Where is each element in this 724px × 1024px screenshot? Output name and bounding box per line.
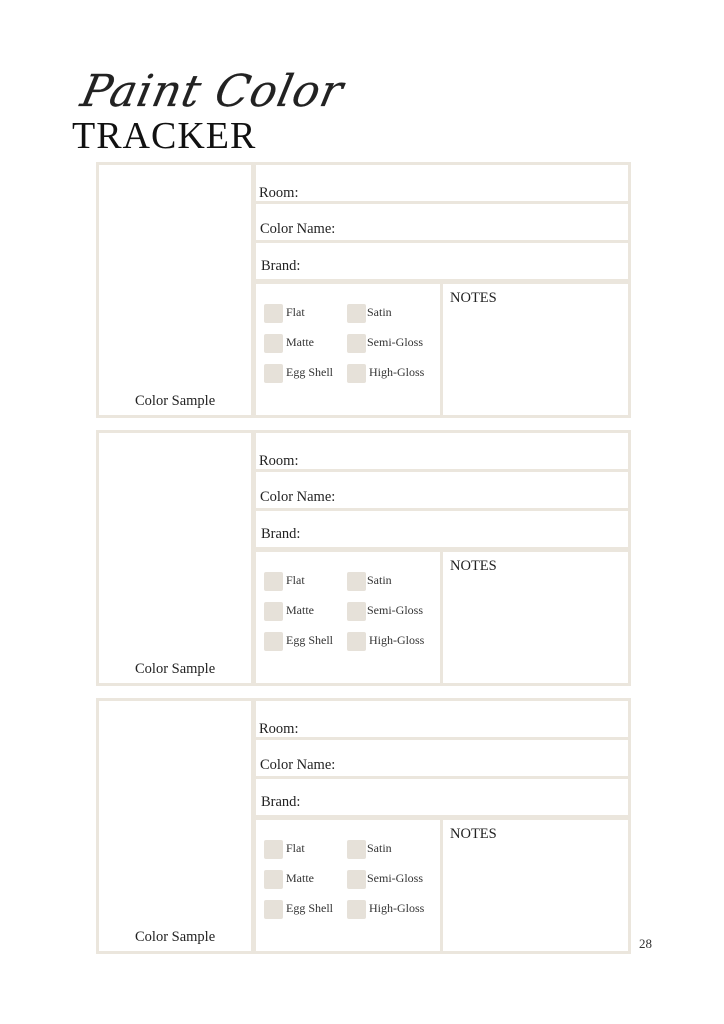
brand-field[interactable] [253, 240, 631, 282]
finish-option-label: Matte [286, 335, 314, 349]
finish-option-label: Semi-Gloss [367, 603, 424, 617]
brand-label: Brand: [261, 526, 301, 542]
finish-checkbox[interactable] [347, 572, 366, 591]
brand-label: Brand: [261, 794, 301, 810]
finish-option-label: Satin [367, 305, 392, 319]
room-label: Room: [259, 185, 299, 201]
finish-checkbox[interactable] [347, 334, 366, 353]
finish-checkbox[interactable] [347, 632, 366, 651]
page-number: 28 [639, 936, 652, 951]
page-title: TRACKER [72, 115, 257, 157]
finish-checkbox[interactable] [347, 364, 366, 383]
finish-option-label: Flat [286, 573, 305, 587]
finish-option-label: Egg Shell [286, 633, 333, 647]
color-sample-area[interactable] [96, 430, 254, 686]
color-name-label: Color Name: [260, 221, 336, 237]
finish-option-label: Matte [286, 603, 314, 617]
color-sample-area[interactable] [96, 162, 254, 418]
finish-option-label: High-Gloss [369, 633, 425, 647]
finish-option-label: Flat [286, 305, 305, 319]
room-field[interactable] [253, 430, 631, 472]
finish-checkbox[interactable] [347, 602, 366, 621]
color-sample-label: Color Sample [135, 929, 216, 945]
room-label: Room: [259, 721, 299, 737]
color-name-label: Color Name: [260, 489, 336, 505]
room-field[interactable] [253, 162, 631, 204]
notes-label: NOTES [450, 290, 497, 306]
brand-field[interactable] [253, 508, 631, 550]
finish-checkbox[interactable] [264, 602, 283, 621]
finish-option-label: High-Gloss [369, 901, 425, 915]
finish-option-label: Egg Shell [286, 365, 333, 379]
notes-area[interactable] [440, 281, 631, 418]
paint-entry [96, 430, 631, 686]
finish-checkbox[interactable] [347, 304, 366, 323]
notes-label: NOTES [450, 558, 497, 574]
notes-area[interactable] [440, 549, 631, 686]
finish-checkbox[interactable] [264, 572, 283, 591]
room-label: Room: [259, 453, 299, 469]
finish-option-label: Satin [367, 841, 392, 855]
paint-entry [96, 698, 631, 954]
finish-checkbox[interactable] [264, 364, 283, 383]
finish-checkbox[interactable] [264, 304, 283, 323]
room-field[interactable] [253, 698, 631, 740]
notes-label: NOTES [450, 826, 497, 842]
finish-option-label: Semi-Gloss [367, 871, 424, 885]
finish-checkbox[interactable] [347, 840, 366, 859]
paint-entry [96, 162, 631, 418]
finish-checkbox[interactable] [347, 870, 366, 889]
brand-field[interactable] [253, 776, 631, 818]
color-sample-label: Color Sample [135, 661, 216, 677]
finish-checkbox[interactable] [264, 870, 283, 889]
brand-label: Brand: [261, 258, 301, 274]
finish-option-label: Satin [367, 573, 392, 587]
color-name-label: Color Name: [260, 757, 336, 773]
finish-checkbox[interactable] [264, 840, 283, 859]
script-title: Paint Color [76, 66, 349, 117]
notes-area[interactable] [440, 817, 631, 954]
finish-checkbox[interactable] [264, 632, 283, 651]
finish-checkbox[interactable] [347, 900, 366, 919]
finish-checkbox[interactable] [264, 900, 283, 919]
finish-option-label: Flat [286, 841, 305, 855]
finish-option-label: High-Gloss [369, 365, 425, 379]
finish-option-label: Egg Shell [286, 901, 333, 915]
color-sample-label: Color Sample [135, 393, 216, 409]
finish-option-label: Matte [286, 871, 314, 885]
color-name-field[interactable] [253, 469, 631, 511]
finish-option-label: Semi-Gloss [367, 335, 424, 349]
color-name-field[interactable] [253, 737, 631, 779]
color-sample-area[interactable] [96, 698, 254, 954]
finish-checkbox[interactable] [264, 334, 283, 353]
color-name-field[interactable] [253, 201, 631, 243]
